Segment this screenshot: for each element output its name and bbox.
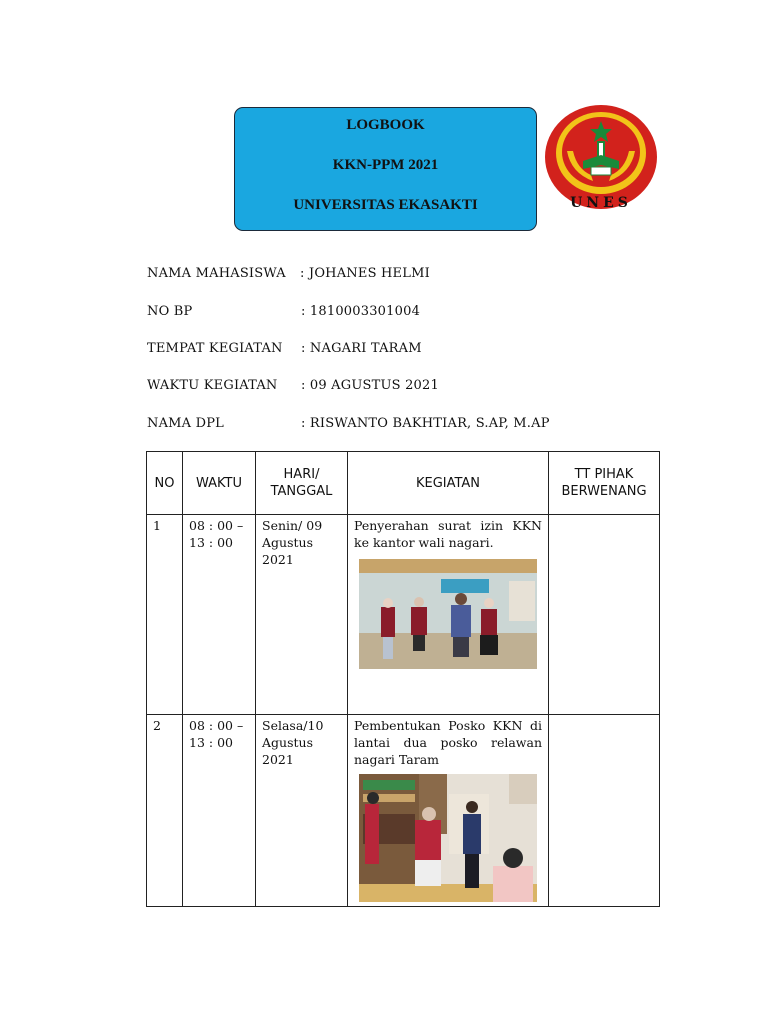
hari: Senin/ 09 xyxy=(262,518,323,533)
header-kegiatan: KEGIATAN xyxy=(348,452,549,515)
cell-waktu xyxy=(183,515,256,715)
header-hari-tanggal xyxy=(256,452,348,515)
tahun: 2021 xyxy=(262,552,294,567)
header-tt: TT PIHAK xyxy=(574,467,634,482)
cell-hari-tanggal xyxy=(256,715,348,907)
tahun: 2021 xyxy=(262,752,294,767)
table-header-row xyxy=(147,452,660,515)
cell-tt-pihak xyxy=(549,715,660,907)
logo-text: UNES xyxy=(570,195,632,211)
header-waktu: WAKTU xyxy=(183,452,256,515)
info-value: : NAGARI TARAM xyxy=(301,341,422,356)
title-box xyxy=(234,107,537,231)
waktu-end: 13 : 00 xyxy=(189,535,233,550)
cell-kegiatan xyxy=(348,715,549,907)
info-value: : 1810003301004 xyxy=(301,304,421,319)
kegiatan-text: Pembentukan Posko KKN di lantai dua posko relawan nagari Taram xyxy=(354,718,542,767)
cell-no xyxy=(147,515,183,715)
title-logbook: LOGBOOK xyxy=(346,117,425,133)
bulan: Agustus xyxy=(262,735,313,750)
bulan: Agustus xyxy=(262,535,313,550)
info-value: : RISWANTO BAKHTIAR, S.AP, M.AP xyxy=(301,416,550,431)
row-no: 2 xyxy=(153,718,161,733)
info-label: WAKTU KEGIATAN xyxy=(147,378,278,393)
cell-tt-pihak xyxy=(549,515,660,715)
table-row xyxy=(147,515,660,715)
header-tanggal: TANGGAL xyxy=(270,484,333,499)
logbook-table xyxy=(146,451,660,907)
title-university: UNIVERSITAS EKASAKTI xyxy=(293,197,478,213)
activity-photo xyxy=(359,559,537,669)
hari: Selasa/10 xyxy=(262,718,324,733)
info-label: NAMA DPL xyxy=(147,416,224,431)
activity-photo xyxy=(359,774,537,902)
table-row xyxy=(147,715,660,907)
cell-waktu xyxy=(183,715,256,907)
title-program: KKN-PPM 2021 xyxy=(332,157,439,173)
cell-kegiatan xyxy=(348,515,549,715)
kegiatan-text: Penyerahan surat izin KKN ke kantor wali nagari. xyxy=(354,518,542,550)
info-label: TEMPAT KEGIATAN xyxy=(147,341,283,356)
header-tt-pihak xyxy=(549,452,660,515)
cell-no xyxy=(147,715,183,907)
info-label: NO BP xyxy=(147,304,193,319)
info-value: : 09 AGUSTUS 2021 xyxy=(301,378,439,393)
waktu-start: 08 : 00 – xyxy=(189,518,244,533)
waktu-end: 13 : 00 xyxy=(189,735,233,750)
header-berwenang: BERWENANG xyxy=(561,484,647,499)
cell-hari-tanggal xyxy=(256,515,348,715)
info-value: : JOHANES HELMI xyxy=(300,266,430,281)
waktu-start: 08 : 00 – xyxy=(189,718,244,733)
row-no: 1 xyxy=(153,518,161,533)
info-label: NAMA MAHASISWA xyxy=(147,266,286,281)
header-no: NO xyxy=(147,452,183,515)
unes-logo xyxy=(543,103,659,211)
header-hari: HARI/ xyxy=(283,467,320,482)
